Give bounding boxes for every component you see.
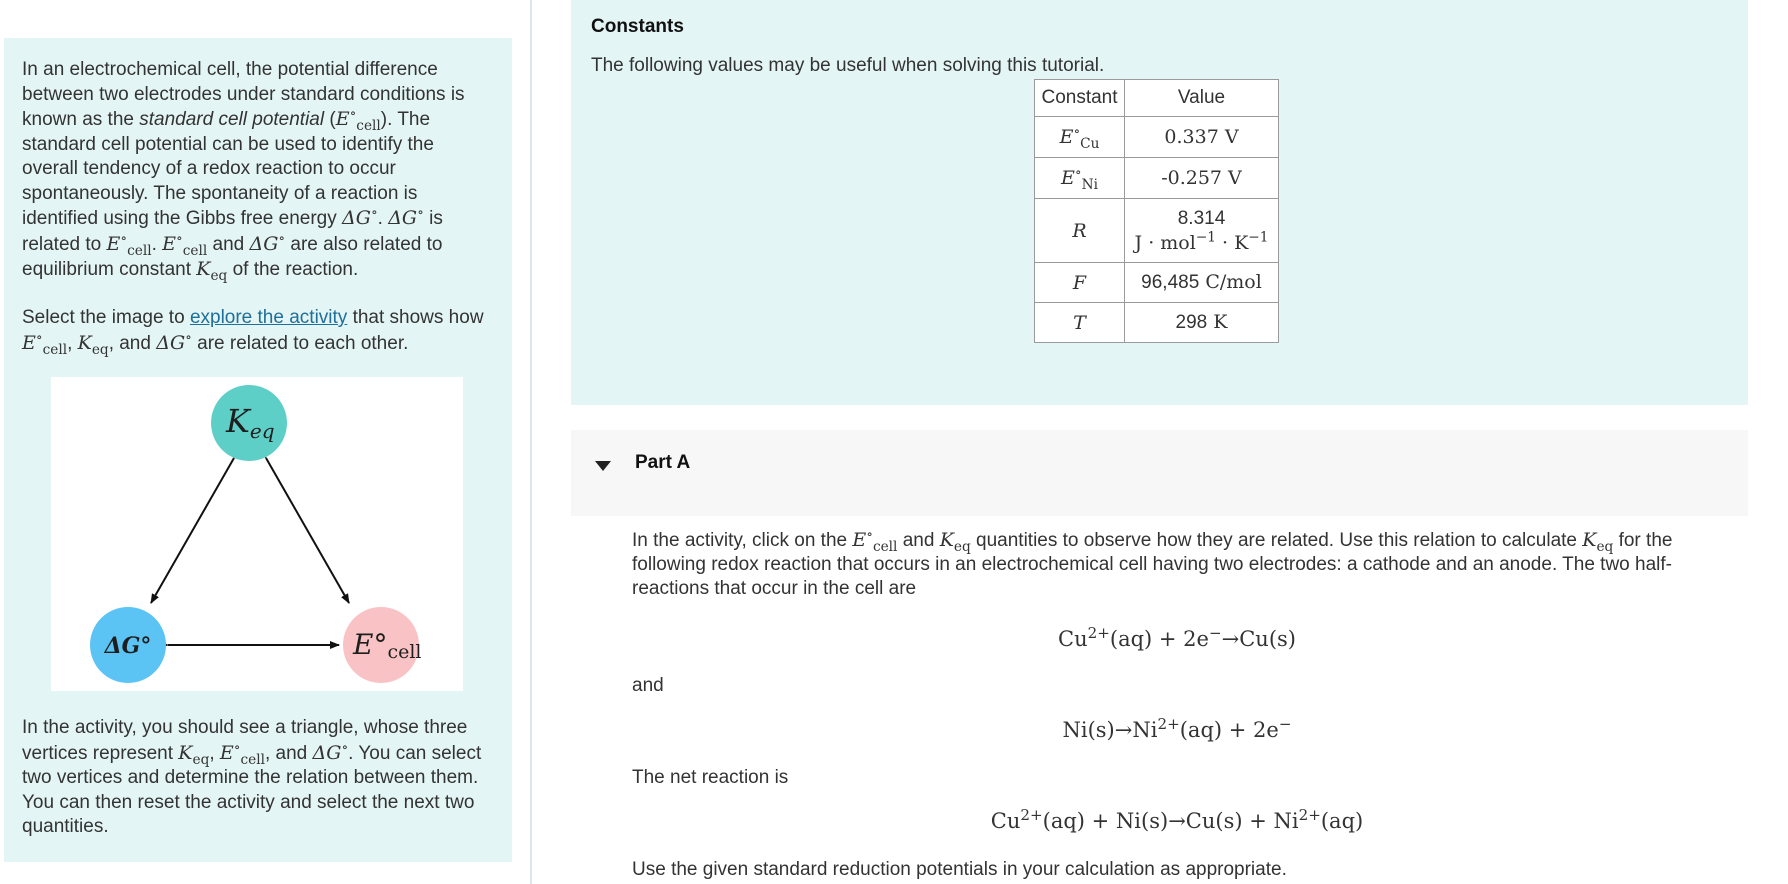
caret-down-icon[interactable] (595, 461, 611, 471)
constant-f-cell: F (1035, 263, 1125, 303)
table-header-row (1035, 80, 1279, 117)
keq-vertex[interactable] (211, 385, 287, 461)
value-t-cell: 298 K (1125, 303, 1279, 343)
delta-g-symbol: ΔG∘ (312, 739, 349, 764)
constant-ecu-cell: $E^\circ_{Cu}$ (1035, 117, 1125, 158)
standard-cell-potential-term: standard cell potential (139, 109, 325, 130)
constants-title: Constants (591, 16, 684, 37)
explore-activity-link[interactable]: explore the activity (189, 307, 348, 328)
value-ecu-cell: 0.337 V (1125, 117, 1279, 158)
table-row (1035, 263, 1279, 303)
constant-r-cell: R (1035, 199, 1125, 263)
ecell-symbol: $E^\circ_{cell}$ (162, 230, 208, 259)
anode-half-reaction: $Ni(s)\to Ni^{2+}(aq) + 2e^-$ (1062, 715, 1292, 742)
net-reaction: $Cu^{2+}(aq) + Ni(s)\to Cu(s) + Ni^{2+}(aq)$ (990, 806, 1364, 833)
constants-panel (571, 0, 1748, 405)
keq-symbol: $K_{eq}$ (196, 258, 228, 284)
keq-dg-arrow (151, 458, 234, 603)
table-row (1035, 117, 1279, 158)
triangle-diagram (51, 377, 463, 691)
and-text: and (632, 675, 664, 696)
activity-instructions-paragraph: In the activity, you should see a triangle, whose three vertices represent $K_{eq}$, $E^\circ_{cell}$, and ΔG∘. You can select two vertices and determine the relation between them. You can then reset the activity and select the next two quantities. (22, 717, 482, 837)
part-a-title: Part A (635, 452, 691, 473)
header-constant: Constant (1035, 80, 1125, 117)
ecell-symbol: $E^\circ_{cell}$ (22, 329, 68, 358)
ecell-symbol: $E^\circ_{cell}$ (106, 230, 152, 259)
constants-table (1034, 79, 1279, 343)
ecell-symbol: $E^\circ_{cell}$ (335, 105, 381, 134)
delta-g-symbol: ΔG∘ (388, 204, 424, 229)
keq-ecell-arrow (266, 458, 349, 603)
keq-symbol: $K_{eq}$ (178, 741, 210, 768)
keq-symbol: $K_{eq}$ (77, 331, 109, 358)
value-r-cell: 8.314 $J \cdot mol^{-1} \cdot K^{-1}$ (1125, 199, 1279, 263)
delta-g-symbol: ΔG∘ (249, 230, 286, 255)
keq-symbol: $K_{eq}$ (939, 529, 971, 555)
ecell-vertex-label: E°cell (353, 628, 422, 663)
ecell-vertex[interactable] (343, 607, 422, 683)
intro-panel (4, 38, 512, 862)
ecell-symbol: $E^\circ_{cell}$ (852, 526, 898, 555)
header-value: Value (1125, 80, 1279, 117)
use-potentials-text: Use the given standard reduction potentials in your calculation as appropriate. (632, 859, 1287, 880)
delta-g-symbol: ΔG∘ (342, 204, 378, 229)
panel-divider (530, 0, 532, 884)
table-row (1035, 199, 1279, 263)
table-row (1035, 158, 1279, 199)
table-row (1035, 303, 1279, 343)
constant-eni-cell: $E^\circ_{Ni}$ (1035, 158, 1125, 199)
keq-symbol: $K_{eq}$ (1582, 529, 1614, 555)
keq-vertex-label: Keq (226, 402, 275, 443)
value-f-cell: 96,485 C/mol (1125, 263, 1279, 303)
triangle-activity-image[interactable] (51, 377, 463, 691)
cathode-half-reaction: $Cu^{2+}(aq) + 2e^-\to Cu(s)$ (1058, 624, 1296, 651)
part-a-header[interactable] (571, 430, 1748, 516)
value-eni-cell: -0.257 V (1125, 158, 1279, 199)
part-a-question: In the activity, click on the $E^\circ_{cell}$ and $K_{eq}$ quantities to observe how they are related. Use this relation to calculate $K_{eq}$ for the following redox reaction that occurs in an electrochemical cell having two electrodes: a cathode and an anode. The two half-reactions that occur in the cell are (632, 526, 1673, 599)
delta-g-symbol: ΔG∘ (156, 329, 192, 354)
select-image-paragraph: Select the image to explore the activity that shows how $E^\circ_{cell}$, $K_{eq}$, and ΔG∘ are related to each other. (22, 307, 484, 358)
constants-intro: The following values may be useful when solving this tutorial. (591, 55, 1105, 76)
intro-paragraph: In an electrochemical cell, the potential difference between two electrodes under standard conditions is known as the standard cell potential $(E^\circ_{cell})$. The standard cell potential can be used to identify the overall tendency of a redox reaction to occur spontaneously. The spontaneity of a reaction is identified using the Gibbs free energy ΔG∘. ΔG∘ is related to $E^\circ_{cell}$. $E^\circ_{cell}$ and ΔG∘ are also related to equilibrium constant $K_{eq}$ of the reaction. (22, 59, 465, 284)
dg-vertex-label: ΔG° (104, 633, 152, 659)
ecell-symbol: $E^\circ_{cell}$ (219, 739, 265, 768)
constant-t-cell: T (1035, 303, 1125, 343)
net-reaction-text: The net reaction is (632, 767, 789, 788)
dg-vertex[interactable] (90, 607, 166, 683)
